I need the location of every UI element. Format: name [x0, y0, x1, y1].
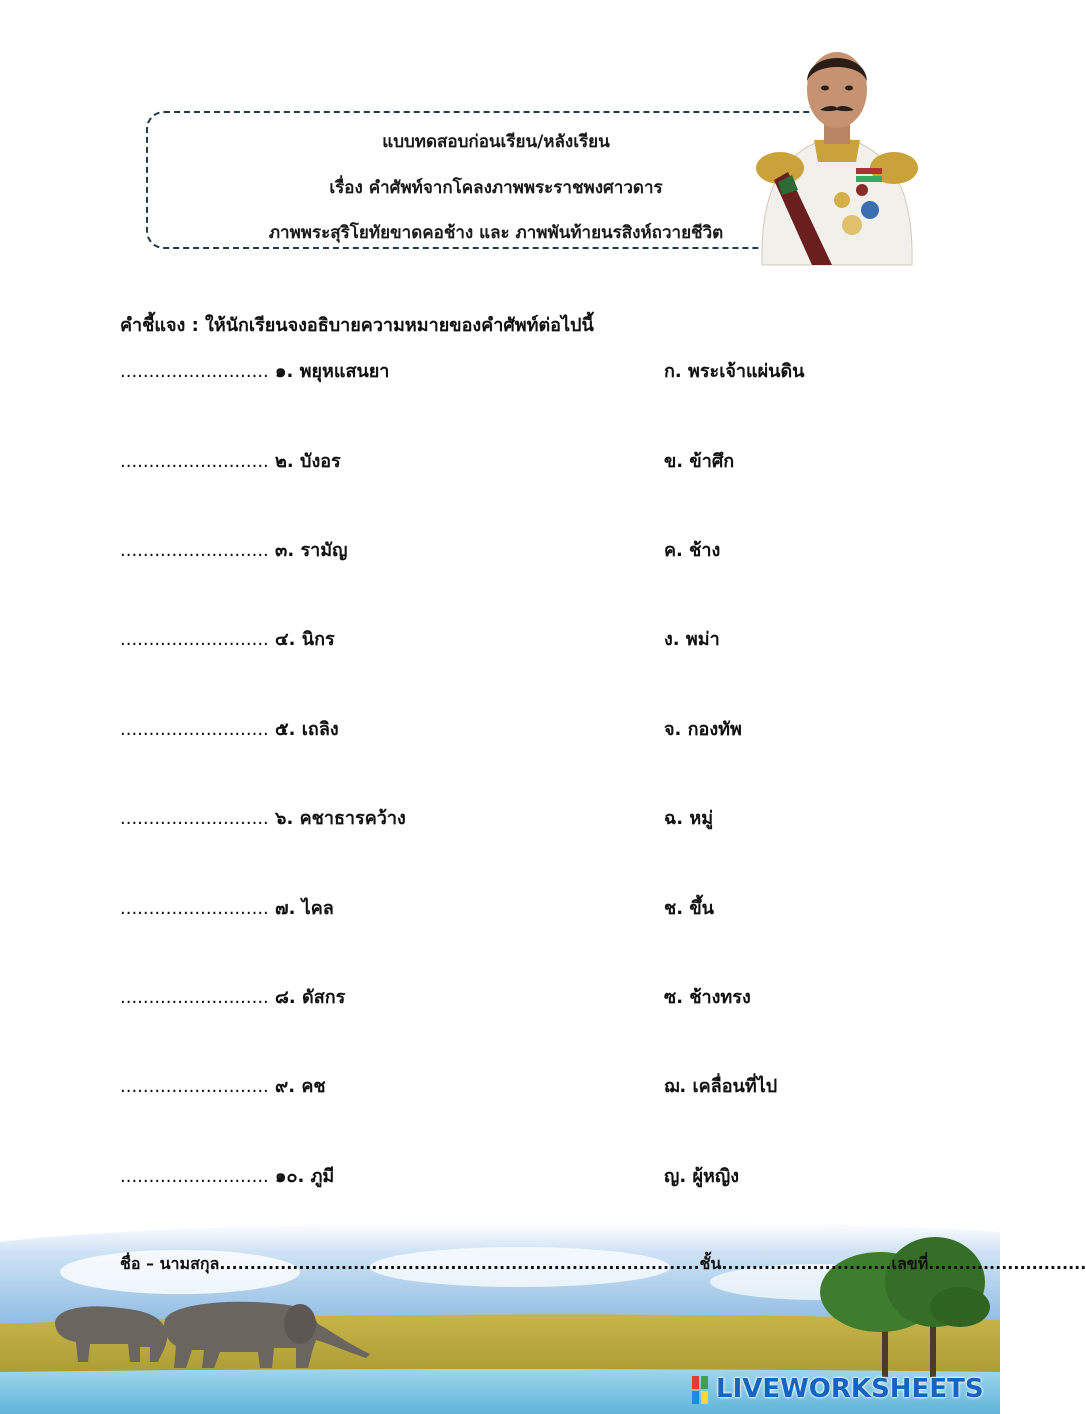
choice-label: ค. ช้าง [664, 540, 721, 561]
choice-label: ฉ. หมู่ [664, 808, 714, 829]
list-item [120, 982, 920, 1012]
name-label: ชื่อ – นามสกุล [120, 1254, 220, 1273]
instruction-text: คำชี้แจง : ให้นักเรียนจงอธิบายความหมายของคำศัพท์ต่อไปนี้ [120, 315, 594, 336]
answer-blank[interactable]: .......................... [120, 808, 269, 829]
title-line-3: ภาพพระสุริโยทัยขาดคอช้าง และ ภาพพันท้ายนรสิงห์ถวายชีวิต [268, 223, 724, 243]
term-label: ๕. เถลิง [275, 719, 339, 740]
list-item [120, 893, 920, 923]
title-line-1: แบบทดสอบก่อนเรียน/หลังเรียน [382, 132, 610, 152]
answer-blank[interactable]: .......................... [120, 1166, 269, 1187]
term-label: ๙. คช [275, 1076, 326, 1097]
student-info-fields [120, 1252, 1086, 1277]
term-label: ๔. นิกร [275, 629, 335, 650]
list-item [120, 624, 920, 654]
choice-label: ก. พระเจ้าแผ่นดิน [664, 361, 805, 382]
answer-blank[interactable]: .......................... [120, 987, 269, 1008]
choice-label: ข. ข้าศึก [664, 451, 735, 472]
choice-label: ช. ขึ้น [664, 898, 714, 919]
term-label: ๖. คชาธารคว้าง [275, 808, 406, 829]
list-item [120, 1161, 920, 1191]
king-portrait-image [752, 40, 922, 265]
answer-blank[interactable]: .......................... [120, 1076, 269, 1097]
term-label: ๘. ดัสกร [275, 987, 346, 1008]
choice-label: ซ. ช้างทรง [664, 987, 751, 1008]
list-item [120, 803, 920, 833]
term-label: ๑๐. ภูมี [275, 1166, 335, 1187]
term-label: ๑. พยุหแสนยา [275, 361, 390, 382]
class-input[interactable]: ............................ [721, 1254, 892, 1273]
title-line-2: เรื่อง คำศัพท์จากโคลงภาพพระราชพงศาวดาร [329, 178, 663, 198]
list-item [120, 535, 920, 565]
list-item [120, 714, 920, 744]
list-item [120, 356, 920, 386]
answer-blank[interactable]: .......................... [120, 898, 269, 919]
choice-label: ง. พม่า [664, 629, 720, 650]
brand-watermark: LIVEWORKSHEETS [716, 1374, 984, 1404]
liveworksheets-logo-icon [692, 1376, 708, 1404]
choice-label: ฌ. เคลื่อนที่ไป [664, 1076, 778, 1097]
class-label: ชั้น [699, 1254, 722, 1273]
answer-blank[interactable]: .......................... [120, 361, 269, 382]
number-input[interactable]: .......................... [928, 1254, 1086, 1273]
name-input[interactable]: ............................................................................... [219, 1254, 700, 1273]
term-label: ๓. รามัญ [275, 540, 348, 561]
number-label: เลขที่ [891, 1254, 929, 1273]
answer-blank[interactable]: .......................... [120, 540, 269, 561]
choice-label: ญ. ผู้หญิง [664, 1166, 739, 1187]
answer-blank[interactable]: .......................... [120, 629, 269, 650]
term-label: ๒. บังอร [275, 451, 341, 472]
list-item [120, 446, 920, 476]
answer-blank[interactable]: .......................... [120, 451, 269, 472]
list-item [120, 1071, 920, 1101]
choice-label: จ. กองทัพ [664, 719, 742, 740]
answer-blank[interactable]: .......................... [120, 719, 269, 740]
term-label: ๗. ไคล [275, 898, 334, 919]
